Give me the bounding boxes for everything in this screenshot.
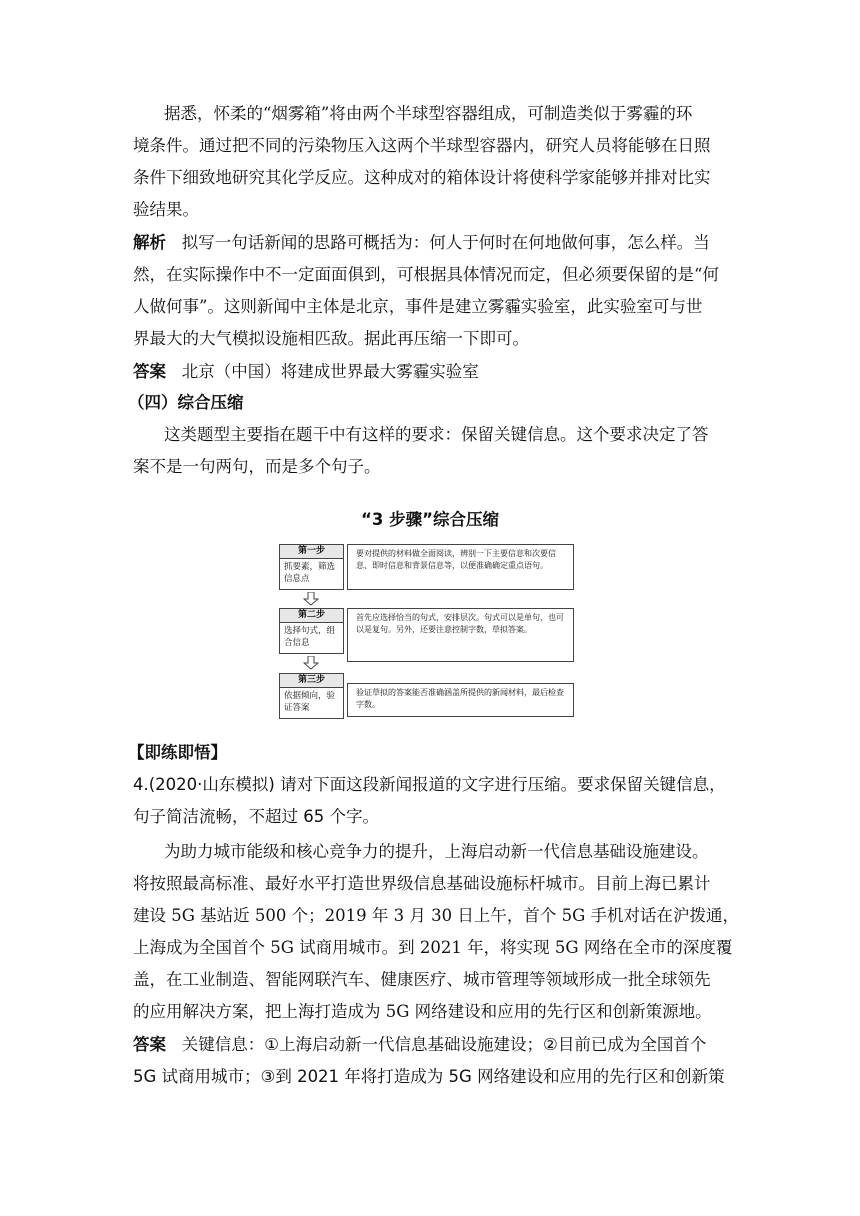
answer-text: 关键信息：①上海启动新一代信息基础设施建设；②目前已成为全国首个 [181, 1035, 707, 1054]
analysis-line: 然，在实际操作中不一定面面俱到，可根据具体情况而定，但必须要保留的是“何 [133, 265, 719, 284]
step-label: 依据倾向，验证答案 [284, 691, 336, 713]
step-description: 首先应选择恰当的句式，安排层次。句式可以是单句，也可以是复句。另外，还要注意控制字数，草拟答案。 [347, 608, 574, 662]
intro-line: 这类题型主要指在题干中有这样的要求：保留关键信息。这个要求决定了答 [164, 425, 709, 444]
step-title: 第一步 [280, 545, 343, 559]
answer-label: 答案 [133, 362, 166, 381]
news-line: 盖，在工业制造、智能网联汽车、健康医疗、城市管理等领域形成一批全球领先 [133, 970, 711, 989]
news-line: 上海成为全国首个 5G 试商用城市。到 2021 年，将实现 5G 网络在全市的深度覆 [133, 938, 733, 957]
diagram-title: “3 步骤”综合压缩 [361, 510, 499, 529]
answer-line [133, 361, 479, 383]
paragraph-line: 条件下细致地研究其化学反应。这种成对的箱体设计将使科学家能够并排对比实 [133, 168, 711, 187]
answer-label: 答案 [133, 1035, 166, 1054]
analysis-label: 解析 [133, 233, 166, 252]
question-line: 4.(2020·山东模拟) 请对下面这段新闻报道的文字进行压缩。要求保留关键信息， [133, 775, 726, 794]
step-label: 选择句式，组合信息 [284, 626, 336, 648]
steps-diagram [279, 542, 575, 720]
step-box [279, 608, 344, 654]
question-line: 句子简洁流畅，不超过 65 个字。 [133, 807, 379, 826]
step-box [279, 544, 344, 590]
analysis-line: 人做何事”。这则新闻中主体是北京，事件是建立雾霾实验室，此实验室可与世 [133, 297, 703, 316]
step-description: 验证草拟的答案能否准确涵盖所提供的新闻材料，最后检查字数。 [347, 683, 574, 717]
news-line: 的应用解决方案，把上海打造成为 5G 网络建设和应用的先行区和创新策源地。 [133, 1002, 712, 1021]
step-label: 抓要素，筛选信息点 [284, 562, 336, 584]
paragraph-line: 验结果。 [133, 200, 199, 219]
paragraph-line: 境条件。通过把不同的污染物压入这两个半球型容器内，研究人员将能够在日照 [133, 136, 711, 155]
answer-text: 北京（中国）将建成世界最大雾霾实验室 [181, 362, 479, 381]
down-arrow-icon [303, 592, 319, 606]
step-title: 第二步 [280, 609, 343, 623]
answer-line [133, 1034, 706, 1056]
down-arrow-icon [303, 656, 319, 670]
step-title: 第三步 [280, 674, 343, 688]
paragraph-line: 据悉，怀柔的“烟雾箱”将由两个半球型容器组成，可制造类似于雾霾的环 [164, 104, 693, 123]
news-line: 将按照最高标准、最好水平打造世界级信息基础设施标杆城市。目前上海已累计 [133, 874, 711, 893]
intro-line: 案不是一句两句，而是多个句子。 [133, 457, 381, 476]
analysis-text: 拟写一句话新闻的思路可概括为：何人于何时在何地做何事，怎么样。当 [181, 233, 710, 252]
analysis-line-first [133, 232, 710, 254]
news-line: 建设 5G 基站近 500 个；2019 年 3 月 30 日上午，首个 5G 手机对话在沪拨通， [133, 906, 740, 925]
practice-heading: 【即练即悟】 [128, 743, 227, 762]
analysis-line: 界最大的大气模拟设施相匹敌。据此再压缩一下即可。 [133, 329, 529, 348]
section-heading: （四）综合压缩 [128, 393, 244, 412]
step-description: 要对提供的材料做全面阅读，辨别一下主要信息和次要信息、即时信息和背景信息等，以便准确确定重点语句。 [347, 544, 574, 590]
step-box [279, 673, 344, 719]
answer-line: 5G 试商用城市；③到 2021 年将打造成为 5G 网络建设和应用的先行区和创新策 [133, 1067, 725, 1086]
news-line: 为助力城市能级和核心竞争力的提升，上海启动新一代信息基础设施建设。 [164, 842, 709, 861]
